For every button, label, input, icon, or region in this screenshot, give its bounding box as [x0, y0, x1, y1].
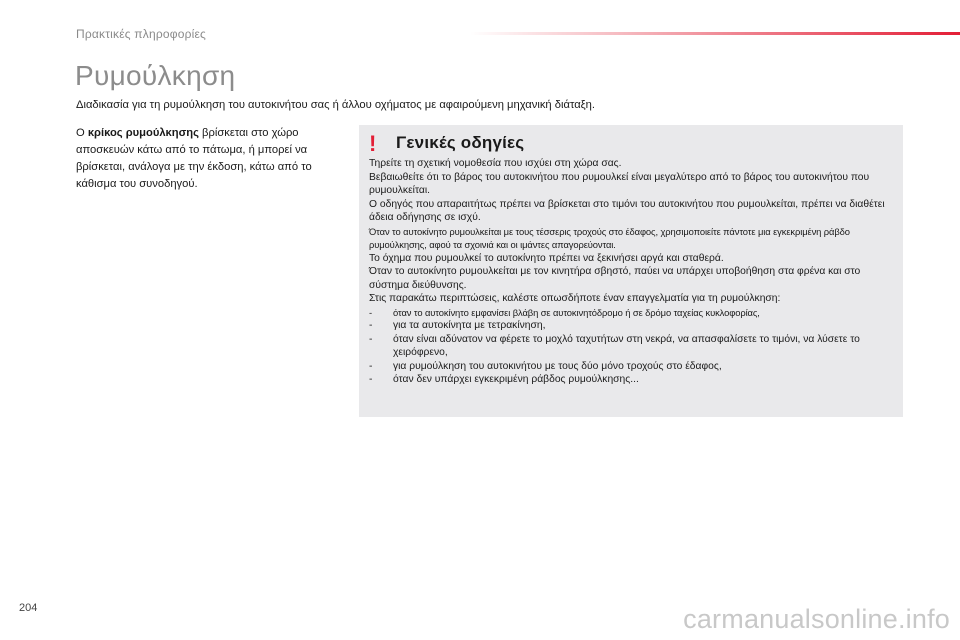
- list-item: [369, 360, 901, 374]
- list-item: [369, 333, 901, 360]
- list-item-text: για ρυμούλκηση του αυτοκινήτου με τους δύο μόνο τροχούς στο έδαφος,: [393, 360, 722, 372]
- list-item: [369, 319, 901, 333]
- intro-prefix: Ο: [76, 127, 88, 139]
- list-dash: -: [369, 320, 373, 331]
- notice-body: [369, 157, 901, 387]
- list-item: [369, 373, 901, 387]
- notice-paragraph: Βεβαιωθείτε ότι το βάρος του αυτοκινήτου που ρυμουλκεί είναι μεγαλύτερο από το βάρος του αυτοκινήτου που ρυμουλκείται.: [369, 171, 870, 196]
- page-number: 204: [19, 602, 38, 614]
- notice-paragraph: Τηρείτε τη σχετική νομοθεσία που ισχύει στη χώρα σας.: [369, 158, 622, 169]
- list-item-text: για τα αυτοκίνητα με τετρακίνηση,: [393, 320, 546, 331]
- notice-paragraph: Στις παρακάτω περιπτώσεις, καλέστε οπωσδήποτε έναν επαγγελματία για τη ρυμούλκηση:: [369, 293, 781, 304]
- watermark-link[interactable]: carmanualsonline.info: [683, 604, 950, 634]
- intro-paragraph: [76, 125, 346, 193]
- notice-paragraph: Όταν το αυτοκίνητο ρυμουλκείται με τον κινητήρα σβηστό, παύει να υπάρχει υποβοήθηση στα φρένα και στο σύστημα διεύθυνσης.: [369, 266, 861, 291]
- intro-suffix: βρίσκεται στο χώρο αποσκευών κάτω από το πάτωμα, ή μπορεί να βρίσκεται, ανάλογα με την έκδοση, κάτω από το κάθισμα του συνοδηγού.: [76, 127, 312, 190]
- notice-paragraph: Όταν το αυτοκίνητο ρυμουλκείται με τους τέσσερις τροχούς στο έδαφος, χρησιμοποιείτε πάντοτε μια εγκεκριμένη ράβδο ρυμούλκησης, αφού τα σχοινιά και οι ιμάντες απαγορεύονται.: [369, 225, 850, 250]
- notice-heading: Γενικές οδηγίες: [396, 133, 525, 152]
- section-header: Πρακτικές πληροφορίες: [76, 27, 207, 41]
- list-dash: -: [369, 333, 373, 345]
- list-dash: -: [369, 360, 373, 372]
- list-dash: -: [369, 306, 373, 318]
- notice-paragraph: Το όχημα που ρυμουλκεί το αυτοκίνητο πρέπει να ξεκινήσει αργά και σταθερά.: [369, 252, 724, 264]
- list-item-text: όταν είναι αδύνατον να φέρετε το μοχλό ταχυτήτων στη νεκρά, να απασφαλίσετε το τιμόνι, να λύσετε το χειρόφρενο,: [393, 333, 860, 358]
- list-dash: -: [369, 374, 373, 385]
- notice-list: [369, 306, 901, 387]
- notice-paragraph: Ο οδηγός που απαραιτήτως πρέπει να βρίσκεται στο τιμόνι του αυτοκινήτου που ρυμουλκείται, πρέπει να διαθέτει άδεια οδήγησης σε ισχύ.: [369, 198, 885, 223]
- page-subtitle: Διαδικασία για τη ρυμούλκηση του αυτοκινήτου σας ή άλλου οχήματος με αφαιρούμενη μηχανική διάταξη.: [76, 99, 596, 111]
- warning-exclamation-icon: !: [369, 131, 377, 156]
- list-item: [369, 306, 901, 320]
- page-title: Ρυμούλκηση: [75, 60, 236, 91]
- list-item-text: όταν το αυτοκίνητο εμφανίσει βλάβη σε αυτοκινητόδρομο ή σε δρόμο ταχείας κυκλοφορίας,: [393, 306, 760, 318]
- list-item-text: όταν δεν υπάρχει εγκεκριμένη ράβδος ρυμούλκησης...: [393, 374, 639, 385]
- intro-bold-term: κρίκος ρυμούλκησης: [87, 127, 199, 139]
- header-accent-rule: [470, 32, 960, 35]
